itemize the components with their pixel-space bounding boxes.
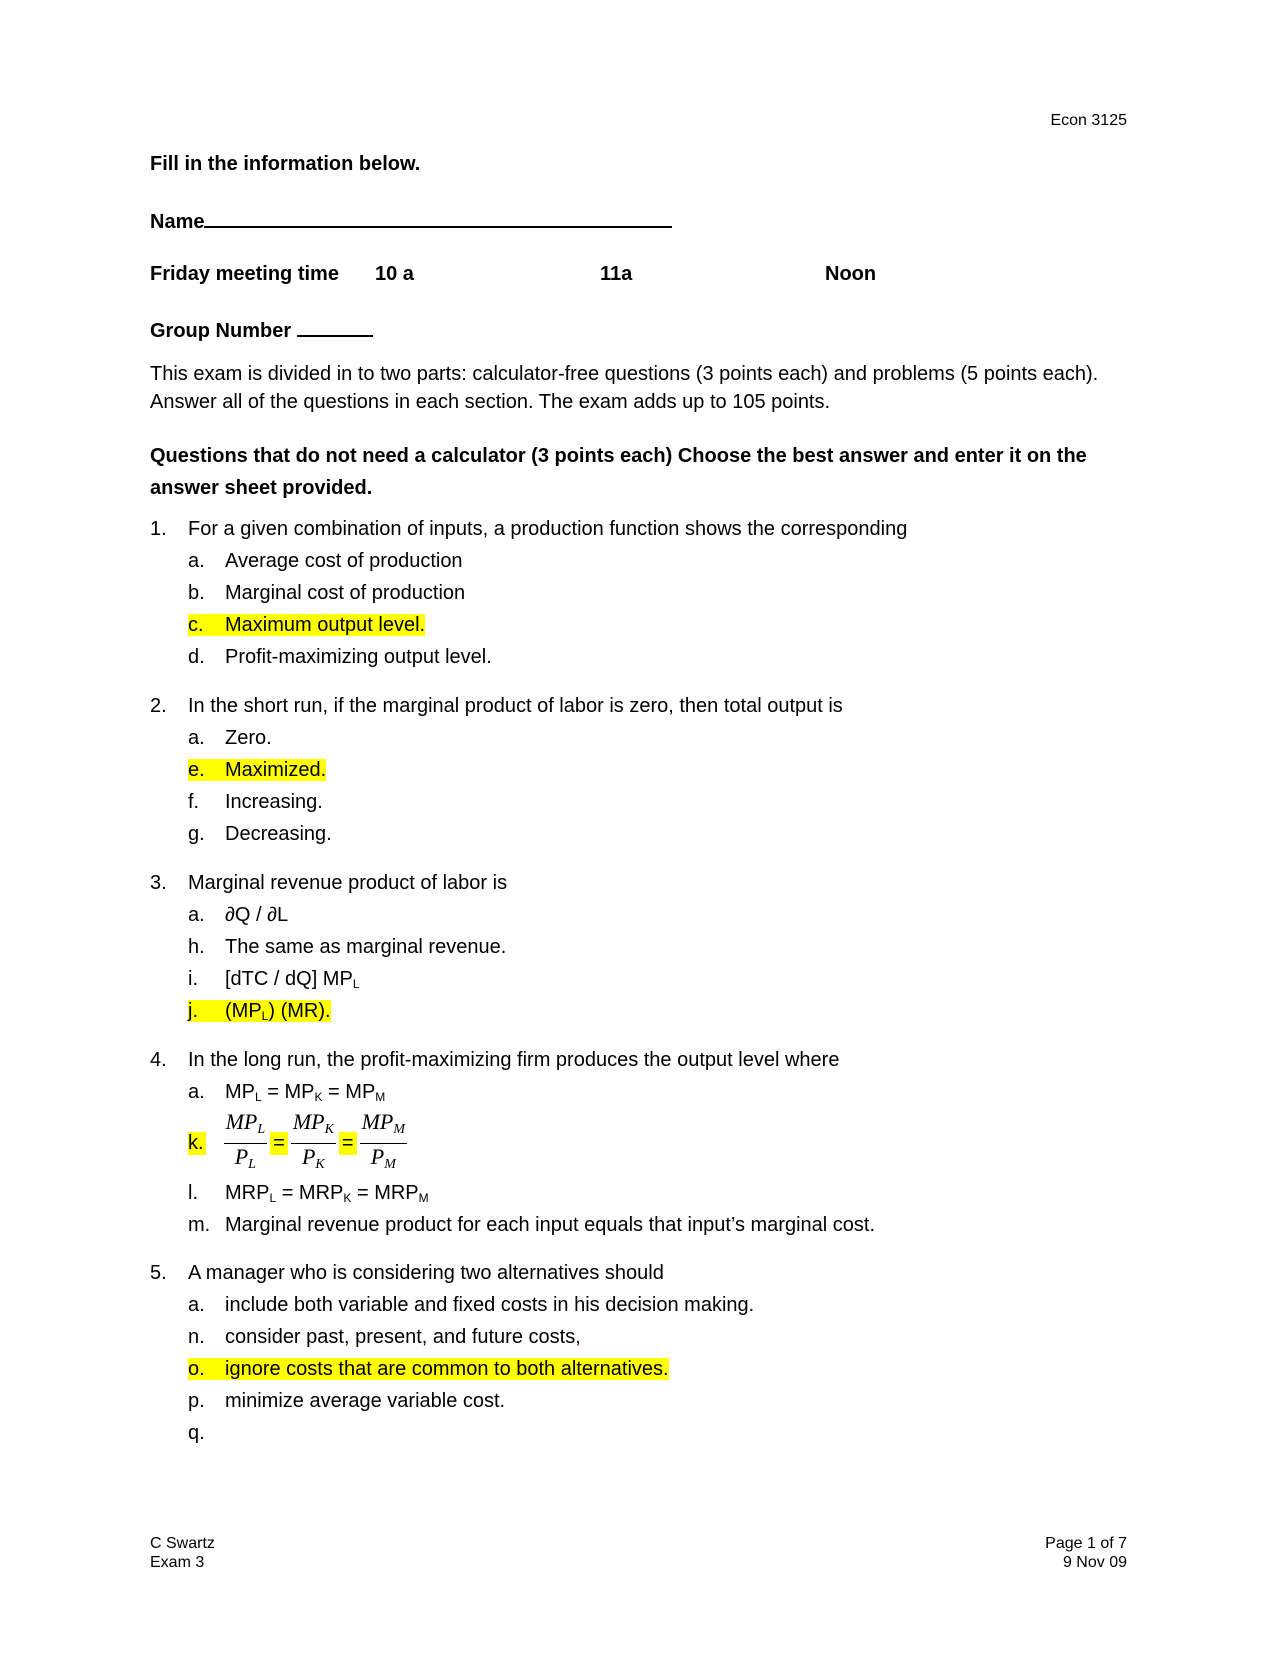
option-4k: k. $\frac{\text{MPL}}{PL}$ = $\frac{\text{MPK}}{PK}$ = $\frac{\text{MPM}}{PM}$	[188, 1112, 407, 1174]
group-number-label: Group Number	[150, 320, 292, 342]
name-blank	[204, 208, 672, 228]
option-4l: l. $MRP_L = MRP_K = MRP_M$	[188, 1182, 429, 1205]
option-5o: o. ignore costs that are common to both alternatives.	[188, 1358, 669, 1380]
footer-exam: Exam 3	[150, 1554, 205, 1571]
name-label: Name	[150, 211, 205, 233]
option-1d: d. Profit-maximizing output level.	[188, 646, 492, 668]
meeting-option-11a: 11a	[600, 263, 633, 285]
meeting-option-10a: 10 a	[375, 263, 414, 285]
fraction-mpk-pk: $\frac{\text{MPK}}{PK}$	[292, 1108, 334, 1172]
footer-right	[1045, 1534, 1127, 1572]
group-number-blank	[297, 317, 373, 337]
exam-page: Econ 3125 Fill in the information below. Name Friday meeting time 10 a 11a Noon Group Number This exam is divided in to two parts: calculator-free questions (3 points each) and problems (5 points each). Answer all of the questions in each section. The exam adds up to 105 points. Questions that do not need a calculator (3 points each) Choose the best answer and enter it on the answer sheet provided. 1. For a given combination of inputs, a production function shows the corresponding a. Average cost of production b. Marginal cost of production c. Maximum output level. d. Profit-maximizing output level. 2. In the short run, if the marginal product of labor is zero, then total output is a. Zero. e. Maximized. f. Increasing. g. Decreasing. 3. Marginal revenue product of labor is a. ∂Q / ∂L h. The same as marginal revenue. i. [dTC / dQ] $MP_L$ j. $(MP_L)$ (MR). 4. In the long run, the profit-maximizing firm produces the output level where a. $MP_L = MP_K = MP_M$ k. $\frac{\text{MPL}}{PL}$ = $\frac{\text{MPK}}{PK}$ = $\frac{\text{MPM}}{PM}$ l. $MRP_L = MRP_K = MRP_M$ m. Marginal revenue product for each input equals that input’s marginal cost. 5. A manager who is considering two alternatives should a. include both variable and fixed costs in his decision making. n. consider past, present, and future costs, o. ignore costs that are common to both alternatives. p. minimize average variable cost. q. C Swartz Exam 3 Page 1 of 7 9 Nov 09	[150, 112, 1127, 1571]
footer-left	[150, 1534, 215, 1572]
section-heading: Questions that do not need a calculator (3 points each) Choose the best answer and enter it on the answer sheet provided.	[150, 445, 1087, 499]
option-1b: b. Marginal cost of production	[188, 582, 466, 604]
meeting-time-row	[150, 263, 910, 286]
option-4a: a. $MP_L = MP_K = MP_M$	[188, 1081, 386, 1104]
fraction-mpl-pl: $\frac{\text{MPL}}{PL}$	[225, 1108, 266, 1172]
meeting-time-label: Friday meeting time	[150, 263, 339, 285]
option-5a: a. include both variable and fixed costs in his decision making.	[188, 1294, 755, 1316]
option-3j: j. $(MP_L)$ (MR).	[188, 1000, 331, 1023]
option-2e: e. Maximized.	[188, 759, 327, 781]
name-field	[150, 208, 672, 234]
fraction-mpm-pm: $\frac{\text{MPM}}{PM}$	[361, 1108, 406, 1172]
option-3h: h. The same as marginal revenue.	[188, 936, 507, 958]
option-5p: p. minimize average variable cost.	[188, 1390, 506, 1412]
option-4m: m. Marginal revenue product for each input equals that input’s marginal cost.	[188, 1214, 876, 1236]
option-3i: i. [dTC / dQ] $MP_L$	[188, 968, 360, 991]
option-2a: a. Zero.	[188, 727, 272, 749]
footer-page-number: Page 1 of 7	[1045, 1535, 1127, 1552]
exam-intro: This exam is divided in to two parts: calculator-free questions (3 points each) and problems (5 points each). Answer all of the questions in each section. The exam adds up to 105 points.	[150, 363, 1099, 413]
option-1c: c. Maximum output level.	[188, 614, 426, 636]
fill-in-instructions: Fill in the information below.	[150, 153, 421, 175]
option-5q: q.	[188, 1422, 205, 1444]
group-number-field	[150, 317, 373, 343]
option-5n: n. consider past, present, and future costs,	[188, 1326, 581, 1348]
option-2f: f. Increasing.	[188, 791, 323, 813]
course-code: Econ 3125	[1050, 112, 1127, 129]
footer-date: 9 Nov 09	[1062, 1554, 1127, 1571]
option-3a: a. ∂Q / ∂L	[188, 904, 289, 926]
meeting-option-noon: Noon	[825, 263, 877, 285]
footer-author: C Swartz	[150, 1535, 215, 1552]
option-1a: a. Average cost of production	[188, 550, 463, 572]
option-2g: g. Decreasing.	[188, 823, 332, 845]
